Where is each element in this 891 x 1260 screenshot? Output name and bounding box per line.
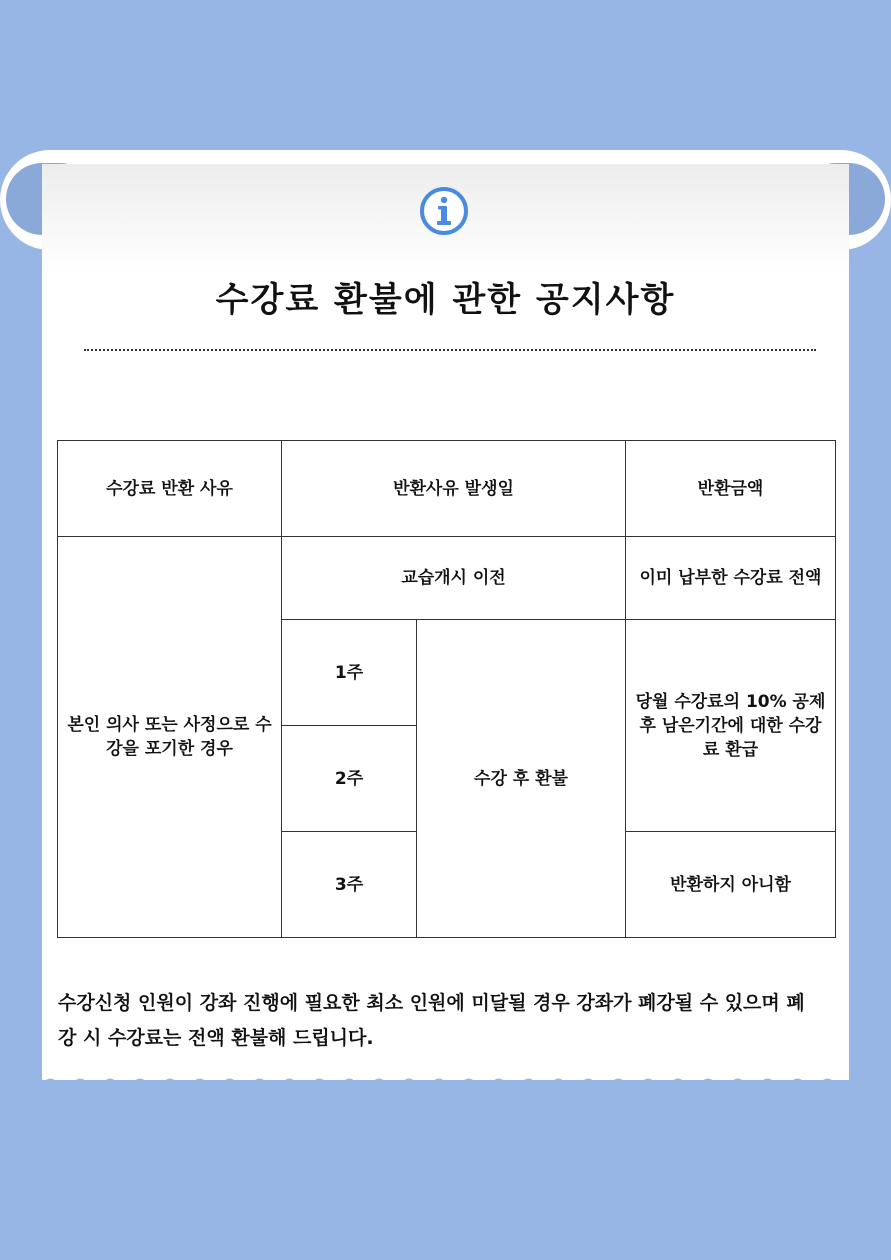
table-header-row [58, 441, 836, 537]
paper-wave-edge [42, 1074, 849, 1094]
after-label-cell: 수강 후 환불 [417, 620, 626, 938]
refund-table [57, 440, 836, 938]
header-reason: 수강료 반환 사유 [58, 441, 282, 537]
table-row [58, 537, 836, 620]
week-1-cell: 1주 [282, 620, 417, 726]
no-refund-cell: 반환하지 아니함 [626, 832, 836, 938]
before-amount-cell: 이미 납부한 수강료 전액 [626, 537, 836, 620]
week-3-cell: 3주 [282, 832, 417, 938]
partial-refund-cell: 당월 수강료의 10% 공제 후 남은기간에 대한 수강료 환급 [626, 620, 836, 832]
week-2-cell: 2주 [282, 726, 417, 832]
page-title: 수강료 환불에 관한 공지사항 [215, 280, 676, 320]
info-icon [419, 186, 469, 236]
header-date: 반환사유 발생일 [282, 441, 626, 537]
closing-notice: 수강신청 인원이 강좌 진행에 필요한 최소 인원에 미달될 경우 강좌가 폐강될 수 있으며 폐강 시 수강료는 전액 환불해 드립니다. [58, 992, 805, 1049]
before-start-cell: 교습개시 이전 [282, 537, 626, 620]
reason-cell: 본인 의사 또는 사정으로 수강을 포기한 경우 [58, 537, 282, 938]
title-divider [84, 349, 816, 351]
header-amount: 반환금액 [626, 441, 836, 537]
